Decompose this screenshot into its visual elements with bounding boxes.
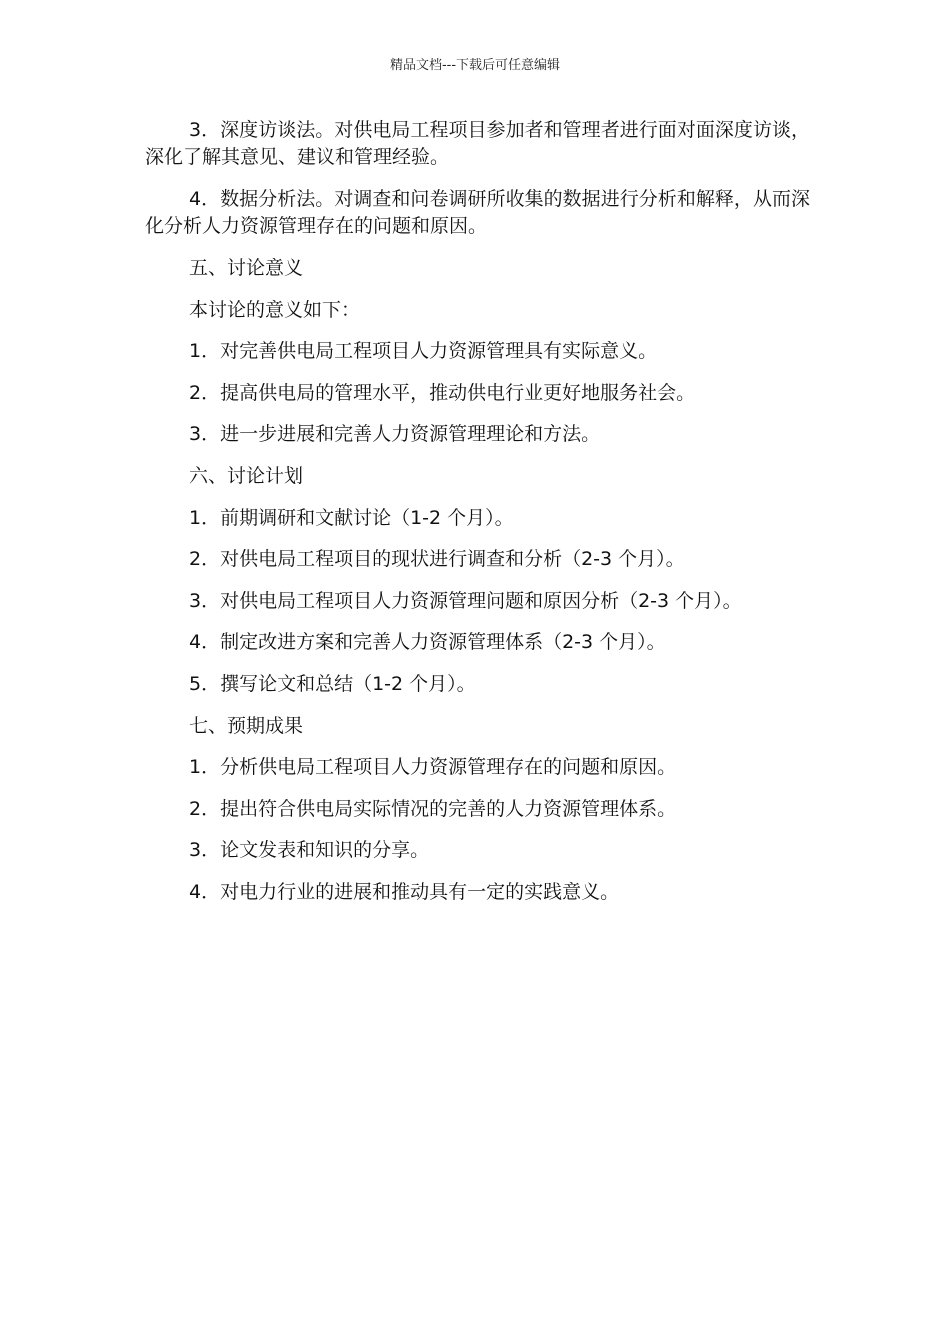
paragraph-depth-interview: 3．深度访谈法。对供电局工程项目参加者和管理者进行面对面深度访谈，深化了解其意见、建议和管理经验。 <box>145 119 810 168</box>
significance-intro: 本讨论的意义如下： <box>189 298 361 321</box>
list-item: 4．制定改进方案和完善人力资源管理体系（2-3 个月）。 <box>189 631 666 654</box>
page-header: 精品文档---下载后可任意编辑 <box>389 58 561 73</box>
list-item: 3．论文发表和知识的分享。 <box>189 839 430 862</box>
list-item: 4．对电力行业的进展和推动具有一定的实践意义。 <box>189 880 620 903</box>
list-item: 1．前期调研和文献讨论（1-2 个月）。 <box>189 506 514 529</box>
list-item: 1．对完善供电局工程项目人力资源管理具有实际意义。 <box>189 340 658 363</box>
paragraph-data-analysis: 4．数据分析法。对调查和问卷调研所收集的数据进行分析和解释，从而深化分析人力资源管理存在的问题和原因。 <box>145 188 810 237</box>
document-body <box>145 117 810 921</box>
list-item: 2．提出符合供电局实际情况的完善的人力资源管理体系。 <box>189 797 677 820</box>
list-item: 1．分析供电局工程项目人力资源管理存在的问题和原因。 <box>189 756 677 779</box>
list-item: 2．对供电局工程项目的现状进行调查和分析（2-3 个月）。 <box>189 548 685 571</box>
list-item: 5．撰写论文和总结（1-2 个月）。 <box>189 672 476 695</box>
list-item: 3．进一步进展和完善人力资源管理理论和方法。 <box>189 423 601 446</box>
list-item: 2．提高供电局的管理水平，推动供电行业更好地服务社会。 <box>189 381 696 404</box>
section-heading-plan: 六、讨论计划 <box>189 464 304 487</box>
section-heading-significance: 五、讨论意义 <box>189 257 304 279</box>
section-heading-outcomes: 七、预期成果 <box>189 714 304 737</box>
list-item: 3．对供电局工程项目人力资源管理问题和原因分析（2-3 个月）。 <box>189 589 742 612</box>
